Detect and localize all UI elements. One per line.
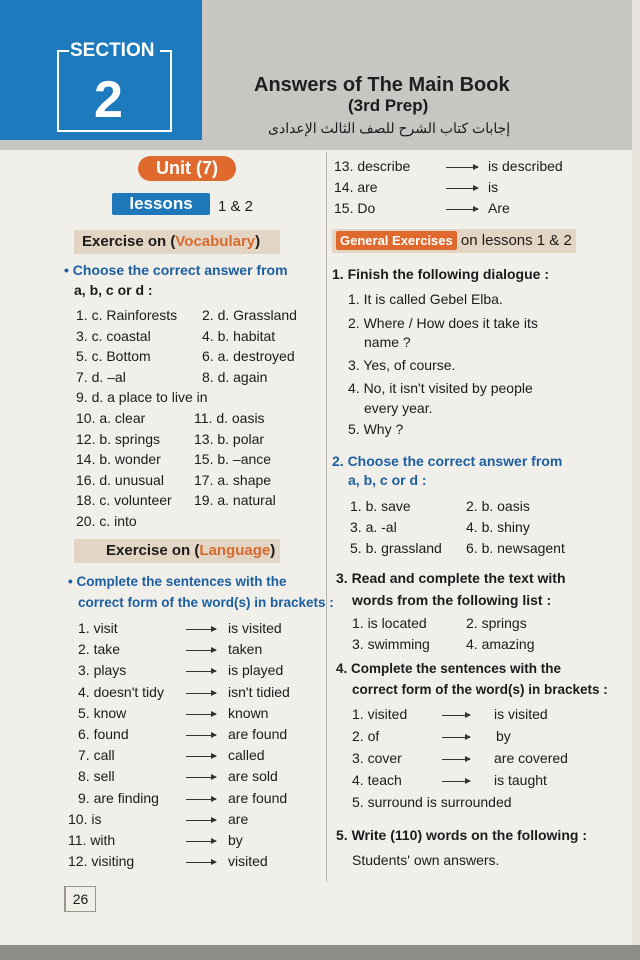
q3-answer: 4. amazing bbox=[466, 636, 535, 652]
q2-answer: 1. b. save bbox=[350, 498, 411, 514]
q1-dialogue-line: 2. Where / How does it take its bbox=[348, 315, 538, 331]
page-subtitle: (3rd Prep) bbox=[348, 96, 429, 115]
language-answer-base: 6. found bbox=[78, 726, 129, 742]
lessons-tag: lessons bbox=[112, 193, 210, 215]
q1-dialogue-line: 3. Yes, of course. bbox=[348, 357, 456, 373]
q1-dialogue-line: 1. It is called Gebel Elba. bbox=[348, 291, 503, 307]
vocab-answer: 2. d. Grassland bbox=[202, 307, 297, 323]
vocab-answer: 14. b. wonder bbox=[76, 451, 161, 468]
q4-answer-base: 2. of bbox=[352, 728, 380, 744]
language-answer-base: 10. is bbox=[68, 810, 102, 827]
language-answer-base: 2. take bbox=[78, 641, 121, 658]
arrow-icon bbox=[186, 671, 216, 672]
language-instruction-2: correct form of the word(s) in brackets : bbox=[78, 595, 334, 610]
general-exercises-heading bbox=[332, 229, 576, 253]
page-title: Answers of The Main Book bbox=[254, 74, 510, 96]
section-box bbox=[0, 0, 202, 140]
q4-answer-base: 4. teach bbox=[352, 772, 402, 788]
q1-dialogue-line: name ? bbox=[364, 334, 411, 350]
language-answer-result: known bbox=[228, 704, 269, 721]
arrow-icon bbox=[186, 714, 216, 715]
language-answer-result: are found bbox=[228, 726, 288, 742]
continued-answer-result: is bbox=[488, 179, 499, 195]
q3-answer: 3. swimming bbox=[352, 636, 430, 652]
vocab-answer: 5. c. Bottom bbox=[76, 348, 151, 365]
vocab-answer: 20. c. into bbox=[76, 513, 137, 529]
column-divider bbox=[326, 152, 327, 882]
continued-answer-result: Are bbox=[488, 200, 510, 216]
arabic-title: إجابات كتاب الشرح للصف الثالث الإعدادى bbox=[268, 120, 511, 136]
vocab-answer: 18. c. volunteer bbox=[76, 492, 172, 509]
unit-badge: Unit (7) bbox=[138, 156, 236, 181]
language-answer-result: are sold bbox=[228, 768, 278, 785]
arrow-icon bbox=[442, 781, 470, 782]
q1-title: 1. Finish the following dialogue : bbox=[332, 266, 549, 282]
language-answer-base: 1. visit bbox=[78, 620, 118, 636]
arrow-icon bbox=[442, 715, 470, 716]
vocab-answer: 10. a. clear bbox=[76, 410, 146, 426]
language-answer-result: are found bbox=[228, 789, 288, 806]
arrow-icon bbox=[442, 737, 470, 738]
arrow-icon bbox=[186, 735, 216, 736]
arrow-icon bbox=[446, 188, 478, 189]
page-number: 26 bbox=[64, 886, 96, 912]
language-answer-result: is visited bbox=[228, 620, 282, 636]
language-instruction: • Complete the sentences with the bbox=[68, 574, 287, 589]
lessons-numbers: 1 & 2 bbox=[218, 198, 254, 215]
section-label: SECTION bbox=[70, 40, 155, 61]
q2-answer: 4. b. shiny bbox=[466, 519, 530, 535]
q4-answer-result: are covered bbox=[494, 750, 568, 766]
language-answer-result: visited bbox=[228, 853, 268, 870]
language-answer-result: called bbox=[228, 747, 265, 764]
q3-title: 3. Read and complete the text with bbox=[336, 570, 566, 586]
vocab-answer: 16. d. unusual bbox=[76, 471, 164, 488]
vocab-answer: 8. d. again bbox=[202, 368, 268, 385]
continued-answer-base: 15. Do bbox=[334, 200, 376, 216]
language-answer-base: 9. are finding bbox=[78, 789, 159, 806]
q4-answer-result: by bbox=[496, 728, 511, 744]
arrow-icon bbox=[186, 841, 216, 842]
q4-answer-result: is taught bbox=[494, 772, 547, 788]
q4-answer-result: is visited bbox=[494, 706, 548, 722]
language-answer-result: is played bbox=[228, 662, 284, 679]
language-answer-result: are bbox=[228, 810, 249, 827]
language-answer-base: 7. call bbox=[78, 747, 115, 764]
arrow-icon bbox=[446, 209, 478, 210]
vocab-instruction-options: a, b, c or d : bbox=[74, 282, 153, 298]
q4-answer-base: 1. visited bbox=[352, 706, 408, 722]
language-answer-base: 5. know bbox=[78, 704, 127, 721]
continued-answer-base: 14. are bbox=[334, 179, 378, 195]
language-heading: Exercise on (Language) bbox=[74, 539, 280, 563]
photo-edge bbox=[0, 945, 640, 960]
language-answer-base: 8. sell bbox=[78, 768, 115, 785]
arrow-icon bbox=[186, 650, 216, 651]
vocab-answer: 15. b. –ance bbox=[194, 451, 272, 468]
q5-title: 5. Write (110) words on the following : bbox=[336, 827, 587, 843]
language-answer-base: 12. visiting bbox=[68, 853, 135, 870]
vocab-answer: 4. b. habitat bbox=[202, 327, 276, 344]
vocabulary-heading: Exercise on (Vocabulary) bbox=[74, 230, 280, 254]
vocab-answer: 6. a. destroyed bbox=[202, 348, 295, 365]
q4-title: 4. Complete the sentences with the bbox=[336, 661, 562, 676]
q3-answer: 1. is located bbox=[352, 615, 427, 631]
arrow-icon bbox=[446, 167, 478, 168]
arrow-icon bbox=[186, 756, 216, 757]
arrow-icon bbox=[186, 693, 216, 694]
q3-answer: 2. springs bbox=[466, 615, 527, 631]
general-exercises-rest: on lessons 1 & 2 bbox=[460, 232, 572, 249]
q2-answer: 6. b. newsagent bbox=[466, 540, 565, 556]
q2-answer: 3. a. -al bbox=[350, 519, 397, 535]
q4-extra-answer: 5. surround is surrounded bbox=[352, 794, 512, 810]
q4-title-2: correct form of the word(s) in brackets : bbox=[352, 682, 608, 697]
q4-answer-base: 3. cover bbox=[352, 750, 402, 766]
vocab-answer: 9. d. a place to live in bbox=[76, 389, 208, 406]
vocab-answer: 7. d. –al bbox=[76, 368, 126, 385]
vocab-answer: 12. b. springs bbox=[76, 430, 161, 447]
q5-answer: Students' own answers. bbox=[352, 852, 500, 868]
language-answer-result: isn't tidied bbox=[228, 683, 290, 700]
language-answer-result: by bbox=[228, 832, 243, 848]
arrow-icon bbox=[442, 759, 470, 760]
q3-title-2: words from the following list : bbox=[352, 592, 552, 608]
language-answer-result: taken bbox=[228, 641, 263, 658]
arrow-icon bbox=[186, 820, 216, 821]
vocab-answer: 13. b. polar bbox=[194, 430, 265, 447]
continued-answer-base: 13. describe bbox=[334, 158, 411, 174]
q1-dialogue-line: 4. No, it isn't visited by people bbox=[348, 380, 533, 396]
vocab-answer: 1. c. Rainforests bbox=[76, 307, 178, 323]
arrow-icon bbox=[186, 629, 216, 630]
language-answer-base: 3. plays bbox=[78, 662, 127, 679]
language-answer-base: 4. doesn't tidy bbox=[78, 683, 164, 700]
q2-title: 2. Choose the correct answer from bbox=[332, 453, 563, 469]
q1-dialogue-line: 5. Why ? bbox=[348, 421, 404, 437]
section-number: 2 bbox=[94, 71, 123, 129]
arrow-icon bbox=[186, 777, 216, 778]
continued-answer-result: is described bbox=[488, 158, 563, 174]
vocab-instruction: • Choose the correct answer from bbox=[64, 262, 288, 278]
arrow-icon bbox=[186, 862, 216, 863]
vocab-answer: 3. c. coastal bbox=[76, 327, 151, 344]
arrow-icon bbox=[186, 799, 216, 800]
q2-answer: 5. b. grassland bbox=[350, 540, 442, 556]
q2-answer: 2. b. oasis bbox=[466, 498, 530, 514]
q2-title-options: a, b, c or d : bbox=[348, 472, 427, 488]
vocab-answer: 17. a. shape bbox=[194, 471, 272, 488]
vocab-answer: 11. d. oasis bbox=[194, 410, 265, 426]
language-answer-base: 11. with bbox=[68, 832, 116, 848]
general-exercises-tag: General Exercises bbox=[336, 231, 457, 250]
vocab-answer: 19. a. natural bbox=[194, 492, 276, 509]
q1-dialogue-line: every year. bbox=[364, 400, 433, 416]
